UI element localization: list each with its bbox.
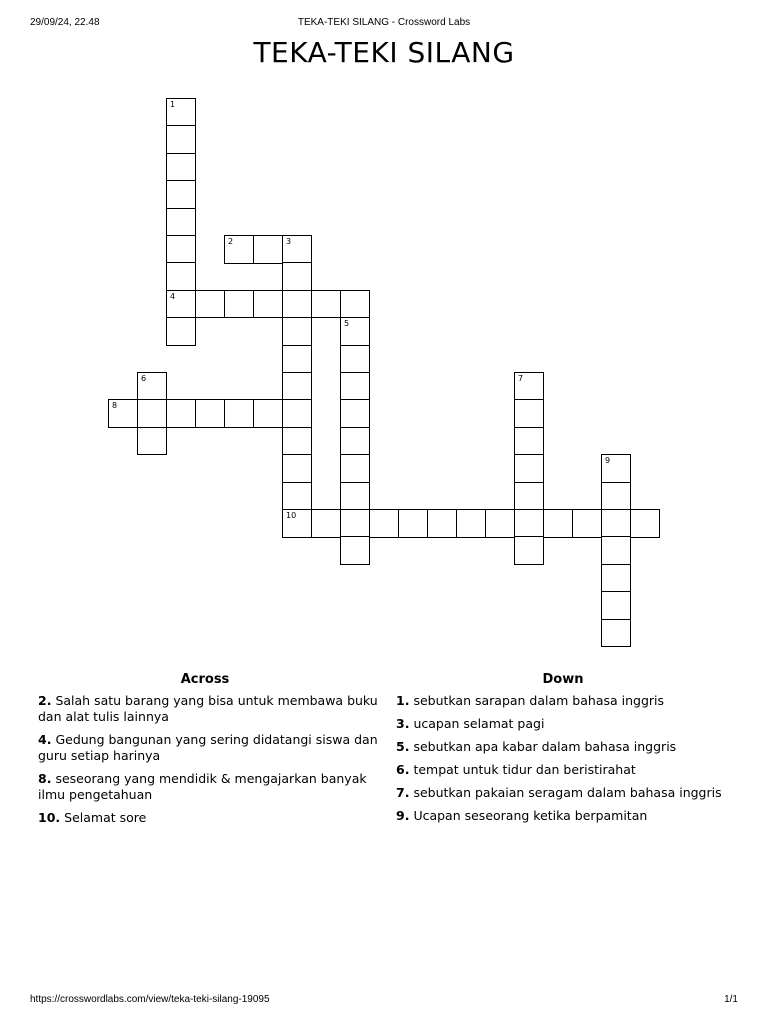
grid-cell: [601, 454, 631, 483]
grid-cell: [166, 208, 196, 237]
clue-number: 5.: [396, 739, 410, 754]
clue-down-5: [396, 739, 736, 755]
grid-cell: [166, 153, 196, 182]
grid-cell: [601, 536, 631, 565]
cell-number: 9: [605, 456, 611, 466]
grid-cell: [601, 619, 631, 648]
grid-cell: [253, 235, 283, 264]
grid-cell: [137, 372, 167, 401]
clue-number: 2.: [38, 693, 52, 708]
cell-number: 8: [112, 401, 118, 411]
grid-cell: [253, 399, 283, 428]
clue-text: sebutkan pakaian seragam dalam bahasa inggris: [413, 785, 722, 800]
clue-number: 1.: [396, 693, 410, 708]
grid-cell: [166, 98, 196, 127]
cell-number: 2: [228, 237, 234, 246]
down-clues: [396, 672, 736, 831]
clue-text: sebutkan apa kabar dalam bahasa inggris: [413, 739, 677, 754]
grid-cell: [485, 509, 515, 538]
grid-cell: [514, 509, 544, 538]
clue-across-8: [38, 771, 378, 803]
cell-number: 4: [170, 291, 176, 301]
print-page-title: TEKA-TEKI SILANG - Crossword Labs: [297, 17, 471, 28]
clue-number: 9.: [396, 808, 410, 823]
cell-number: 6: [141, 374, 147, 383]
cell-number: 1: [170, 100, 176, 109]
clue-down-6: [396, 762, 736, 778]
grid-cell: [224, 399, 254, 428]
clue-down-7: [396, 785, 736, 801]
clue-text: Gedung bangunan yang sering didatangi siswa dan guru setiap harinya: [38, 732, 378, 763]
grid-cell: [340, 399, 370, 428]
grid-cell: [108, 399, 138, 428]
grid-cell: [340, 482, 370, 511]
grid-cell: [282, 427, 312, 456]
clue-text: sebutkan sarapan dalam bahasa inggris: [413, 693, 665, 708]
clue-text: Salah satu barang yang bisa untuk membawa buku dan alat tulis lainnya: [38, 693, 378, 724]
grid-cell: [340, 372, 370, 401]
grid-cell: [398, 509, 428, 538]
grid-cell: [340, 345, 370, 374]
clue-down-1: [396, 693, 736, 709]
grid-cell: [514, 372, 544, 401]
clue-text: ucapan selamat pagi: [413, 716, 545, 731]
grid-cell: [340, 427, 370, 456]
print-footer: [0, 994, 768, 1008]
clue-text: seseorang yang mendidik & mengajarkan banyak ilmu pengetahuan: [38, 771, 367, 802]
grid-cell: [601, 564, 631, 593]
clue-number: 8.: [38, 771, 52, 786]
grid-cell: [514, 536, 544, 565]
grid-cell: [514, 399, 544, 428]
grid-cell: [166, 290, 196, 319]
clue-text: tempat untuk tidur dan beristirahat: [413, 762, 636, 777]
grid-cell: [369, 509, 399, 538]
clue-number: 4.: [38, 732, 52, 747]
grid-cell: [311, 509, 341, 538]
grid-cell: [601, 591, 631, 620]
clue-down-9: [396, 808, 736, 824]
grid-cell: [282, 454, 312, 483]
clue-number: 7.: [396, 785, 410, 800]
grid-cell: [224, 290, 254, 319]
grid-cell: [224, 235, 254, 264]
grid-cell: [630, 509, 660, 538]
grid-cell: [311, 290, 341, 319]
across-clues: [38, 672, 378, 833]
grid-cell: [601, 509, 631, 538]
clue-text: Selamat sore: [64, 810, 147, 825]
grid-cell: [166, 235, 196, 264]
grid-cell: [340, 454, 370, 483]
grid-cell: [572, 509, 602, 538]
grid-cell: [253, 290, 283, 319]
down-heading: Down: [542, 672, 584, 687]
grid-cell: [282, 235, 312, 264]
clue-number: 6.: [396, 762, 410, 777]
grid-cell: [282, 345, 312, 374]
grid-cell: [340, 509, 370, 538]
grid-cell: [340, 317, 370, 346]
cell-number: 7: [518, 374, 524, 383]
clue-across-10: [38, 810, 378, 826]
grid-cell: [166, 180, 196, 209]
grid-cell: [340, 536, 370, 565]
cell-number: 5: [344, 319, 350, 329]
grid-cell: [282, 290, 312, 319]
clue-across-4: [38, 732, 378, 764]
grid-cell: [137, 399, 167, 428]
grid-cell: [166, 399, 196, 428]
print-page-count: 1/1: [724, 994, 738, 1005]
grid-cell: [282, 262, 312, 291]
print-datetime: 29/09/24, 22.48: [30, 17, 100, 28]
grid-cell: [601, 482, 631, 511]
clue-down-3: [396, 716, 736, 732]
page-title: TEKA-TEKI SILANG: [253, 36, 515, 69]
grid-cell: [166, 125, 196, 154]
grid-cell: [427, 509, 457, 538]
grid-cell: [514, 454, 544, 483]
cell-number: 3: [286, 237, 292, 246]
clue-text: Ucapan seseorang ketika berpamitan: [413, 808, 648, 823]
clue-across-2: [38, 693, 378, 725]
grid-cell: [543, 509, 573, 538]
cell-number: 10: [286, 511, 297, 520]
grid-cell: [514, 427, 544, 456]
grid-cell: [340, 290, 370, 319]
grid-cell: [282, 509, 312, 538]
grid-cell: [195, 399, 225, 428]
grid-cell: [166, 317, 196, 346]
grid-cell: [282, 399, 312, 428]
clue-number: 3.: [396, 716, 410, 731]
grid-cell: [166, 262, 196, 291]
grid-cell: [282, 482, 312, 511]
clue-number: 10.: [38, 810, 61, 825]
grid-cell: [137, 427, 167, 456]
print-url: https://crosswordlabs.com/view/teka-teki-silang-19095: [30, 994, 270, 1005]
grid-cell: [195, 290, 225, 319]
across-heading: Across: [180, 672, 230, 687]
grid-cell: [282, 372, 312, 401]
grid-cell: [514, 482, 544, 511]
grid-cell: [282, 317, 312, 346]
grid-cell: [456, 509, 486, 538]
